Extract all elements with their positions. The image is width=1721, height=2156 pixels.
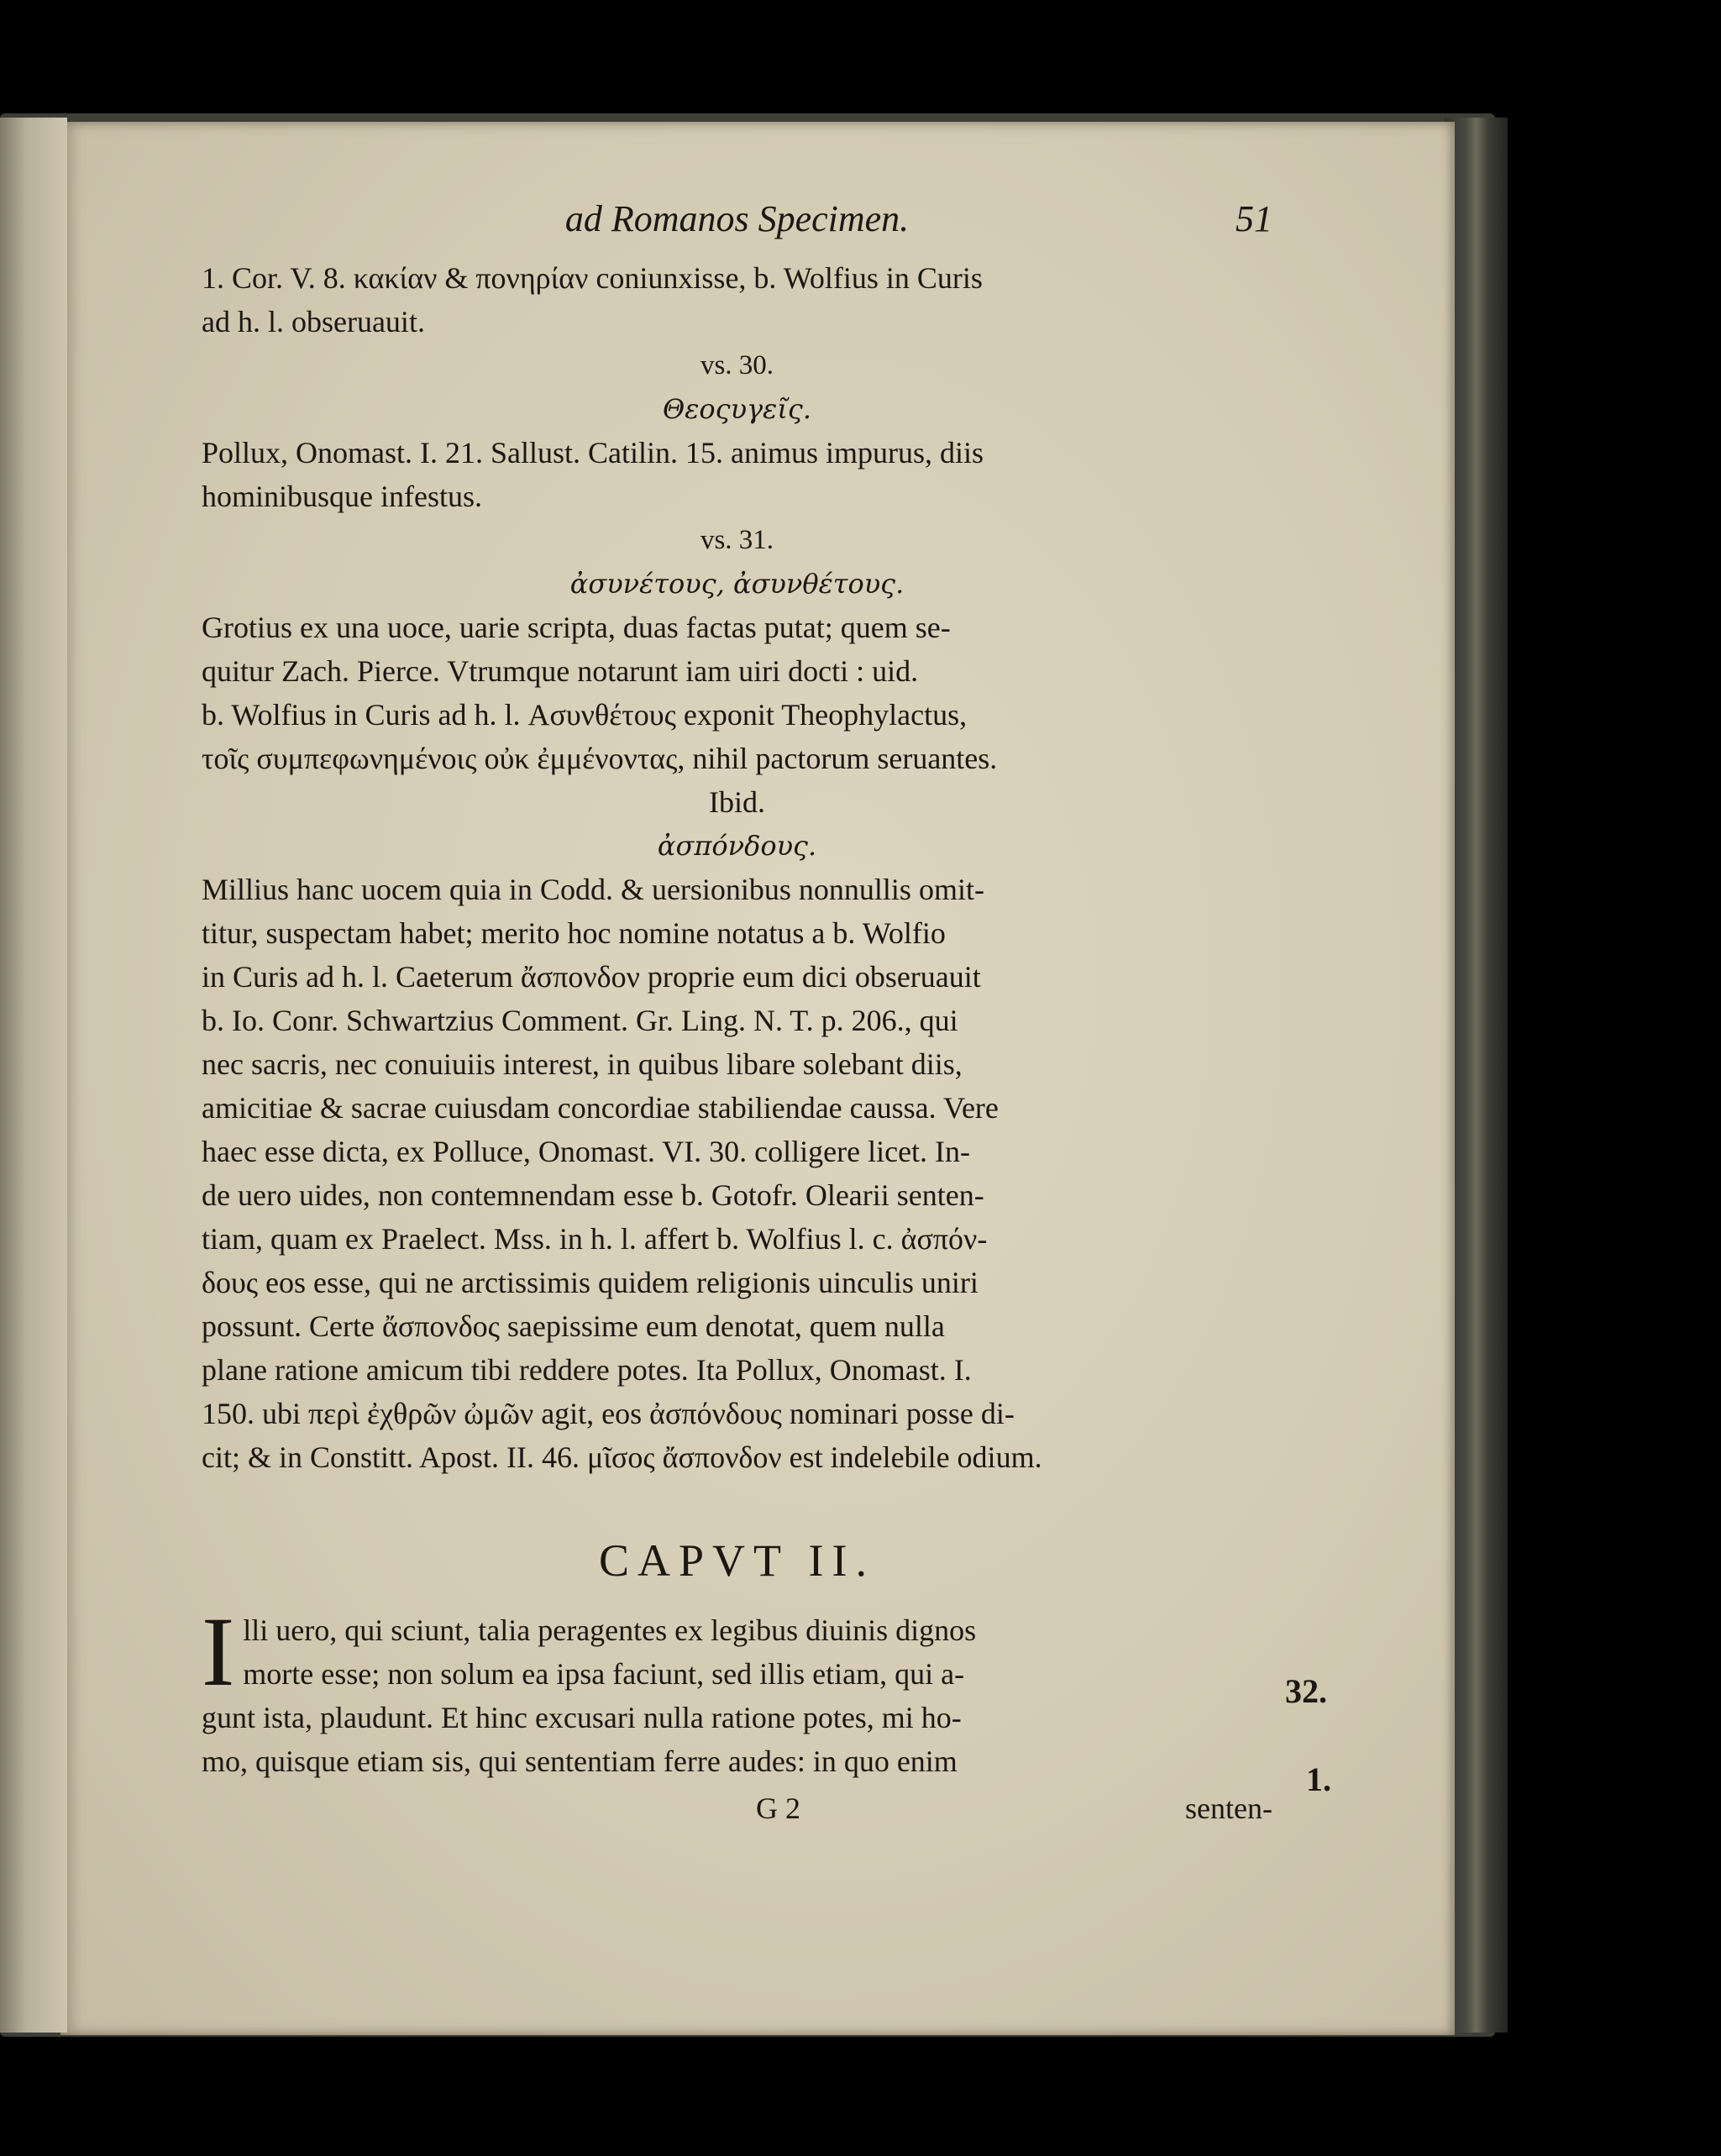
verse-heading-30: vs. 30. [700,350,774,380]
text-line: quitur Zach. Pierce. Vtrumque notarunt iam uiri docti : uid. [202,654,919,688]
text-line: 1. Cor. V. 8. κακίαν & πονηρίαν coniunxisse, b. Wolfius in Curis [202,261,983,295]
paragraph-4 [202,868,1272,1479]
text-line: Pollux, Onomast. I. 21. Sallust. Catilin. 15. animus impurus, diis [202,436,984,469]
page-gutter-left [0,118,67,2033]
page-number: 51 [1236,198,1272,239]
margin-verse-number: 32. [1285,1672,1327,1710]
text-line: b. Wolfius in Curis ad h. l. Ασυνθέτους exponit Theophylactus, [202,698,968,732]
text-line: haec esse dicta, ex Polluce, Onomast. VI. 30. colligere licet. In- [202,1135,971,1168]
text-line: τοῖς συμπεφωνημένοις οὐκ ἐμμένοντας, nihil pactorum seruantes. [202,742,998,775]
page-text-block [202,197,1272,1837]
text-line: titur, suspectam habet; merito hoc nomine notatus a b. Wolfio [202,916,946,950]
text-line: nec sacris, nec conuiuiis interest, in quibus libare solebant diis, [202,1047,963,1081]
paragraph-2 [202,431,1272,518]
text-line: amicitiae & sacrae cuiusdam concordiae stabiliendae caussa. Vere [202,1091,999,1125]
text-line: Grotius ex una uoce, uarie scripta, duas factas putat; quem se- [202,611,951,644]
text-line: 150. ubi περὶ ἐχθρῶν ὠμῶν agit, eos ἀσπόνδους nominari posse di- [202,1397,1015,1430]
text-line: cit; & in Constitt. Apost. II. 46. μῖσος ἄσπονδον est indelebile odium. [202,1440,1042,1474]
drop-capital: I [202,1597,235,1707]
greek-lemma-ibid: ἀσπόνδους. [657,830,817,862]
signature-mark: G 2 [756,1791,800,1825]
paragraph-5 [202,1597,1272,1783]
text-line: δους eos esse, qui ne arctissimis quidem religionis uinculis uniri [202,1266,979,1299]
catchword: senten- [1185,1791,1272,1825]
text-line: Millius hanc uocem quia in Codd. & uersionibus nonnullis omit- [202,873,984,906]
greek-lemma-30: Θεοςυγεῖς. [663,393,811,425]
running-head-title: ad Romanos Specimen. [564,198,910,239]
page-footer [202,1786,1272,1837]
text-line: ad h. l. obseruauit. [202,305,425,338]
text-line: b. Io. Conr. Schwartzius Comment. Gr. Ling. N. T. p. 206., qui [202,1004,958,1037]
paragraph-3 [202,606,1272,780]
text-line: possunt. Certe ἄσπονδος saepissime eum denotat, quem nulla [202,1309,945,1343]
text-line: plane ratione amicum tibi reddere potes. Ita Pollux, Onomast. I. [202,1353,972,1387]
running-head [202,197,1272,256]
text-line: in Curis ad h. l. Caeterum ἄσπονδον proprie eum dici obseruauit [202,960,981,994]
text-line: mo, quisque etiam sis, qui sententiam ferre audes: in quo enim [202,1744,958,1778]
text-line: tiam, quam ex Praelect. Mss. in h. l. affert b. Wolfius l. c. ἀσπόν- [202,1222,988,1256]
margin-chapter-verse: 1. [1306,1760,1331,1798]
ibid-heading: Ibid. [709,785,765,819]
verse-heading-31: vs. 31. [700,525,774,555]
text-line: gunt ista, plaudunt. Et hinc excusari nulla ratione potes, mi ho- [202,1701,962,1734]
text-line: de uero uides, non contemnendam esse b. Gotofr. Olearii senten- [202,1178,984,1212]
text-line: hominibusque infestus. [202,480,482,513]
text-line: lli uero, qui sciunt, talia peragentes ex legibus diuinis dignos [243,1613,977,1647]
text-line: morte esse; non solum ea ipsa faciunt, sed illis etiam, qui a- [243,1657,965,1691]
greek-lemma-31: ἀσυνέτους, ἀσυνθέτους. [569,568,905,600]
paragraph-1 [202,256,1272,344]
chapter-heading: CAPVT II. [598,1535,876,1586]
